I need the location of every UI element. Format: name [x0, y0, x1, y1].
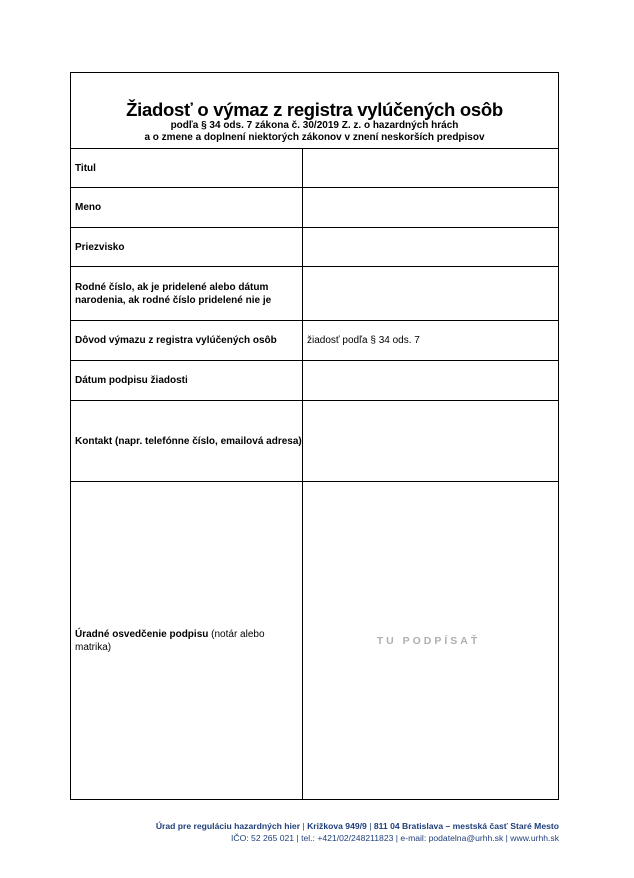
field-datum-podpisu[interactable]	[303, 361, 558, 400]
footer-street: Križkova 949/9	[307, 821, 367, 831]
label-rodne-cislo	[71, 267, 303, 320]
field-meno[interactable]	[303, 188, 558, 227]
field-dovod-vymazu[interactable]: žiadosť podľa § 34 ods. 7	[307, 335, 420, 346]
footer-sep: |	[505, 833, 508, 843]
footer-city: 811 04 Bratislava – mestská časť Staré Mesto	[373, 821, 559, 831]
field-rodne-cislo[interactable]	[303, 267, 558, 320]
label-meno: Meno	[71, 188, 303, 227]
label-dovod-vymazu: Dôvod výmazu z registra vylúčených osôb	[71, 321, 303, 360]
field-titul[interactable]	[303, 149, 558, 187]
request-form	[70, 72, 559, 800]
label-datum-podpisu: Dátum podpisu žiadosti	[71, 361, 303, 400]
row-priezvisko	[71, 228, 558, 267]
row-meno	[71, 188, 558, 228]
form-subtitle-line2: a o zmene a doplnení niektorých zákonov v znení neskorších predpisov	[144, 132, 485, 143]
footer-org: Úrad pre reguláciu hazardných hier	[155, 821, 301, 831]
footer-sep: |	[369, 821, 372, 831]
footer-sep: |	[395, 833, 399, 843]
label-rodne-cislo-line1: Rodné číslo, ak je pridelené alebo dátum	[75, 281, 269, 293]
footer-ico: IČO: 52 265 021	[231, 833, 295, 843]
row-rodne-cislo	[71, 267, 558, 321]
label-priezvisko: Priezvisko	[71, 228, 303, 266]
label-osvedcenie	[71, 482, 303, 800]
page-footer	[156, 820, 559, 844]
row-datum-podpisu	[71, 361, 558, 401]
footer-web[interactable]: www.urhh.sk	[510, 833, 559, 843]
row-kontakt	[71, 401, 558, 482]
row-osvedcenie	[71, 482, 558, 800]
footer-sep: |	[302, 821, 305, 831]
form-header	[71, 73, 558, 149]
footer-line2	[156, 832, 559, 844]
field-kontakt[interactable]	[303, 401, 558, 481]
label-titul: Titul	[71, 149, 303, 187]
label-rodne-cislo-line2: narodenia, ak rodné číslo pridelené nie je	[75, 294, 272, 306]
footer-sep: |	[296, 833, 299, 843]
footer-line1	[156, 820, 559, 832]
form-subtitle-line1: podľa § 34 ods. 7 zákona č. 30/2019 Z. z. o hazardných hrách	[170, 120, 459, 131]
label-osvedcenie-note: (notár alebo matrika)	[75, 629, 265, 653]
field-priezvisko[interactable]	[303, 228, 558, 266]
signature-field[interactable]: TU PODPÍSAŤ	[376, 634, 481, 647]
footer-email[interactable]: e-mail: podatelna@urhh.sk	[400, 833, 504, 843]
row-dovod-vymazu	[71, 321, 558, 361]
row-titul	[71, 149, 558, 188]
label-kontakt: Kontakt (napr. telefónne číslo, emailová adresa)	[71, 401, 303, 481]
label-osvedcenie-bold: Úradné osvedčenie podpisu	[75, 629, 209, 640]
footer-tel: tel.: +421/02/248211823	[301, 833, 394, 843]
form-title: Žiadosť o výmaz z registra vylúčených osôb	[126, 99, 503, 120]
